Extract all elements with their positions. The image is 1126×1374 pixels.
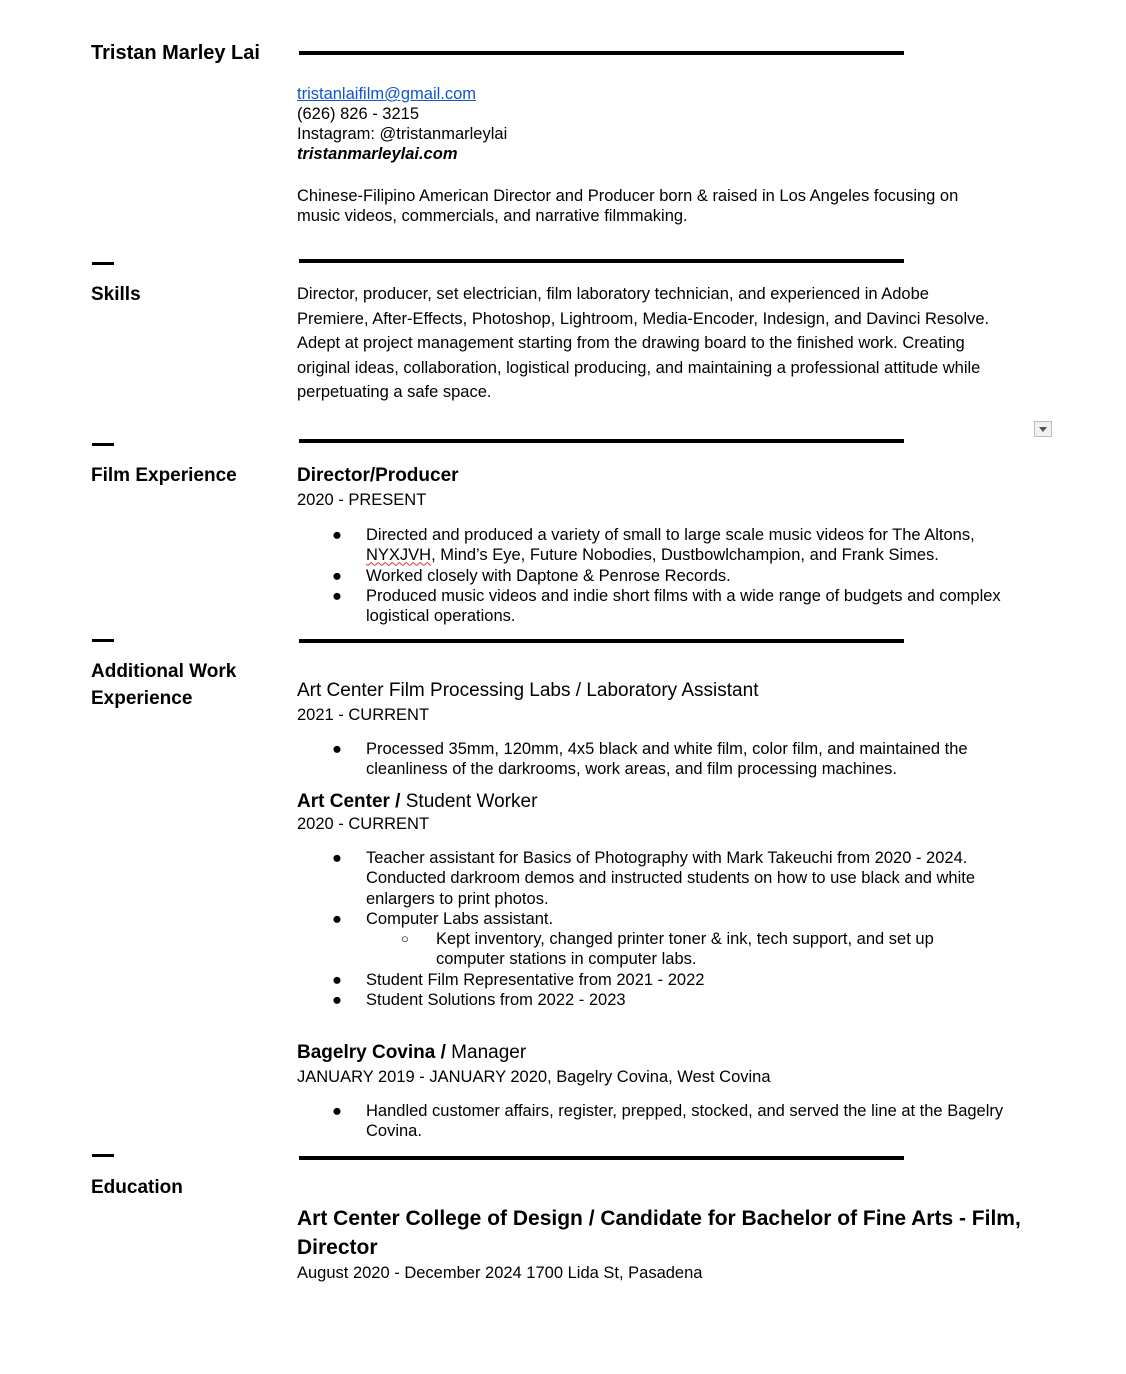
job-title: Director/Producer xyxy=(297,465,459,486)
bio-line: music videos, commercials, and narrative filmmaking. xyxy=(297,207,688,225)
list-item xyxy=(297,909,1057,929)
list-item xyxy=(297,525,1057,566)
bullet-text: Handled customer affairs, register, prepped, stocked, and served the line at the Bagelry xyxy=(366,1102,1004,1120)
job-entry-student-worker xyxy=(297,790,1057,1010)
job-entry-lab xyxy=(297,679,1057,780)
bullet-text: computer stations in computer labs. xyxy=(436,950,697,969)
list-item xyxy=(297,566,1057,586)
bullet-text: Produced music videos and indie short films with a wide range of budgets and complex xyxy=(366,586,1001,605)
bullet-text: cleanliness of the darkrooms, work areas, and film processing machines. xyxy=(366,760,897,779)
list-item xyxy=(297,1101,1057,1142)
degree-title-line: Director xyxy=(297,1236,378,1259)
bullet-text: Student Solutions from 2022 - 2023 xyxy=(366,991,626,1010)
spellcheck-word[interactable]: NYXJVH xyxy=(366,546,432,565)
resume-name: Tristan Marley Lai xyxy=(91,42,260,64)
list-item xyxy=(297,990,1057,1010)
bio-summary xyxy=(297,186,1057,226)
list-item xyxy=(297,739,1057,780)
heading-line: Additional Work xyxy=(91,661,237,682)
job-title xyxy=(297,1041,1057,1065)
list-item xyxy=(297,970,1057,990)
bullet-text: enlargers to print photos. xyxy=(366,889,549,908)
bullet-icon: ● xyxy=(332,566,342,585)
bullet-text: Kept inventory, changed printer toner & ink, tech support, and set up xyxy=(436,930,934,949)
list-item xyxy=(297,929,1057,970)
list-item xyxy=(297,586,1057,627)
bullet-text: Worked closely with Daptone & Penrose Records. xyxy=(366,566,731,585)
bullet-icon: ● xyxy=(332,970,342,989)
sub-bullet-icon: ○ xyxy=(401,931,409,947)
bullet-icon: ● xyxy=(332,586,342,605)
job-dates: 2020 - CURRENT xyxy=(297,815,430,833)
section-rule xyxy=(299,439,904,443)
section-dash xyxy=(92,1154,114,1157)
section-rule xyxy=(299,259,904,263)
bullet-list xyxy=(297,1101,1057,1142)
bullet-icon: ● xyxy=(332,991,342,1010)
phone-number: (626) 826 - 3215 xyxy=(297,105,420,123)
job-role: Manager xyxy=(445,1042,527,1063)
job-entry-bagelry xyxy=(297,1041,1057,1142)
bullet-list xyxy=(297,848,1057,929)
bullet-list xyxy=(297,525,1057,626)
job-title: Art Center Film Processing Labs / Laboratory Assistant xyxy=(297,680,759,701)
bullet-text: logistical operations. xyxy=(366,607,516,626)
sub-bullet-list xyxy=(297,929,1057,970)
bullet-text: , Mind’s Eye, Future Nobodies, Dustbowlchampion, and Frank Simes. xyxy=(431,546,939,565)
education-entry xyxy=(297,1204,1057,1283)
heading-line: Experience xyxy=(91,688,193,709)
list-item xyxy=(297,848,1057,909)
skills-heading: Skills xyxy=(91,284,141,305)
bullet-icon: ● xyxy=(332,849,342,867)
section-rule xyxy=(299,51,904,55)
bullet-text: Computer Labs assistant. xyxy=(366,909,554,928)
instagram-handle: Instagram: @tristanmarleylai xyxy=(297,125,508,143)
bullet-list xyxy=(297,739,1057,780)
website-text: tristanmarleylai.com xyxy=(297,145,458,163)
dropdown-arrow-icon[interactable] xyxy=(1034,421,1052,437)
job-title xyxy=(297,790,1057,814)
skills-line: Premiere, After-Effects, Photoshop, Lightroom, Media-Encoder, Indesign, and Davinci Resolve. xyxy=(297,309,990,328)
bullet-text: Directed and produced a variety of small to large scale music videos for The Altons, xyxy=(366,526,975,544)
bullet-text: Conducted darkroom demos and instructed students on how to use black and white xyxy=(366,869,976,888)
skills-line: Adept at project management starting from the drawing board to the finished work. Creating xyxy=(297,334,965,353)
job-dates: 2021 - CURRENT xyxy=(297,706,430,724)
film-experience-heading: Film Experience xyxy=(91,465,237,486)
bullet-text: Covina. xyxy=(366,1122,422,1141)
degree-title-line: Art Center College of Design / Candidate for Bachelor of Fine Arts - Film, xyxy=(297,1207,1021,1230)
additional-work-heading xyxy=(91,658,236,712)
skills-line: perpetuating a safe space. xyxy=(297,383,492,402)
employer-name: Art Center / xyxy=(297,791,401,812)
film-experience-entry xyxy=(297,464,1057,626)
bio-line: Chinese-Filipino American Director and Producer born & raised in Los Angeles focusing on xyxy=(297,187,959,205)
contact-block xyxy=(297,84,1057,164)
section-dash xyxy=(92,639,114,642)
section-dash xyxy=(92,443,114,446)
bullet-text: Processed 35mm, 120mm, 4x5 black and white film, color film, and maintained the xyxy=(366,740,968,758)
bullet-icon: ● xyxy=(332,526,342,544)
job-dates: JANUARY 2019 - JANUARY 2020, Bagelry Covina, West Covina xyxy=(297,1068,771,1086)
skills-line: Director, producer, set electrician, film laboratory technician, and experienced in Adobe xyxy=(297,285,929,303)
education-details: August 2020 - December 2024 1700 Lida St, Pasadena xyxy=(297,1264,703,1282)
degree-title xyxy=(297,1204,1057,1262)
employer-name: Bagelry Covina / xyxy=(297,1042,446,1063)
education-heading: Education xyxy=(91,1177,183,1198)
section-rule xyxy=(299,1156,904,1160)
job-role: Student Worker xyxy=(400,791,538,812)
bullet-text: Student Film Representative from 2021 - 2022 xyxy=(366,970,705,989)
bullet-icon: ● xyxy=(332,740,342,758)
section-dash xyxy=(92,262,114,265)
bullet-icon: ● xyxy=(332,1102,342,1120)
bullet-text: Teacher assistant for Basics of Photography with Mark Takeuchi from 2020 - 2024. xyxy=(366,849,968,867)
bullet-icon: ● xyxy=(332,909,342,928)
skills-text xyxy=(297,282,1057,405)
section-rule xyxy=(299,639,904,643)
bullet-list xyxy=(297,970,1057,1011)
email-link[interactable]: tristanlaifilm@gmail.com xyxy=(297,85,477,103)
job-dates: 2020 - PRESENT xyxy=(297,491,427,509)
skills-line: original ideas, collaboration, logistical producing, and maintaining a professional attitude while xyxy=(297,358,981,377)
